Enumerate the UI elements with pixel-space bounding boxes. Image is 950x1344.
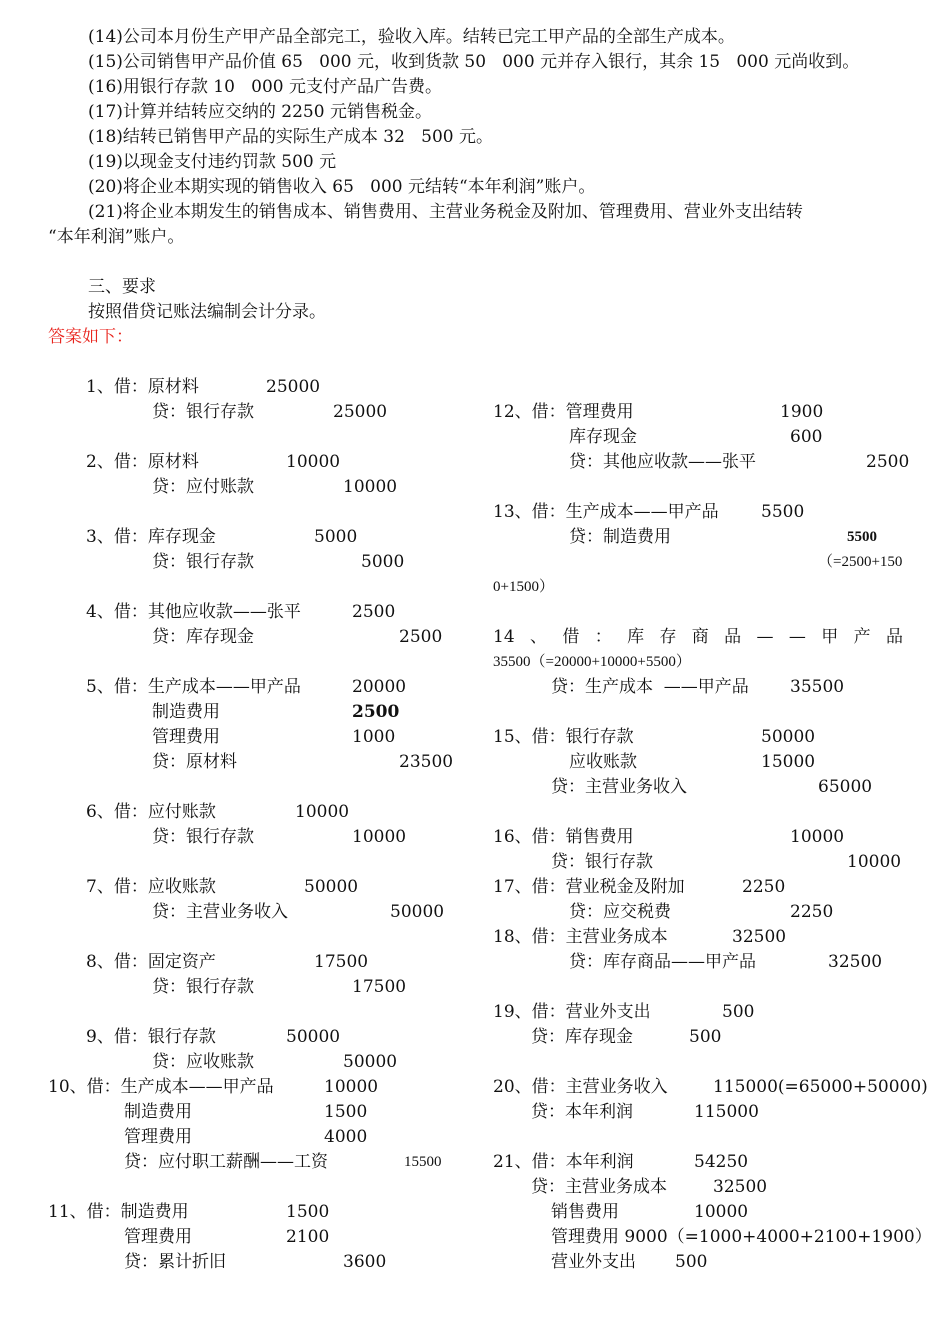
entry-13-credit-amount: 5500: [847, 529, 877, 545]
entry-12-credit-amount: 2500: [866, 452, 910, 472]
entry-20-debit-amount: 115000(=65000+50000): [713, 1077, 928, 1097]
entry-21-credit-2-amount: 10000: [694, 1202, 749, 1222]
entry-21-credit: 贷：主营业务成本: [531, 1177, 667, 1197]
entry-6-debit-amount: 10000: [295, 802, 350, 822]
entry-11-credit-amount: 3600: [343, 1252, 387, 1272]
entry-15-debit-2: 应收账款: [569, 752, 637, 772]
entry-21-credit-2: 销售费用: [551, 1202, 619, 1222]
entry-11-debit-amount: 1500: [286, 1202, 330, 1222]
entry-5-debit: 5、借：生产成本——甲产品: [86, 677, 301, 697]
requirement-heading: 三、要求: [88, 277, 156, 297]
entry-19-credit-amount: 500: [689, 1027, 722, 1047]
entry-1-debit: 1、借：原材料: [86, 377, 199, 397]
entry-10-credit-amount: 15500: [404, 1154, 442, 1170]
entry-4-credit-amount: 2500: [399, 627, 443, 647]
item-16: (16)用银行存款 10 000 元支付产品广告费。: [88, 77, 442, 97]
entry-6-debit: 6、借：应付账款: [86, 802, 216, 822]
entry-5-credit: 贷：原材料: [152, 752, 237, 772]
entry-2-credit: 贷：应付账款: [152, 477, 254, 497]
entry-7-debit-amount: 50000: [304, 877, 359, 897]
entry-8-debit-amount: 17500: [314, 952, 369, 972]
entry-17-credit: 贷：应交税费: [569, 902, 671, 922]
entry-5-debit-2: 制造费用: [152, 702, 220, 722]
entry-7-credit-amount: 50000: [390, 902, 445, 922]
entry-21-credit-3: 管理费用 9000（=1000+4000+2100+1900）: [551, 1227, 932, 1247]
entry-20-credit: 贷：本年利润: [531, 1102, 633, 1122]
entry-21-credit-4: 营业外支出: [551, 1252, 636, 1272]
entry-1-debit-amount: 25000: [266, 377, 321, 397]
entry-13-credit: 贷：制造费用: [569, 527, 671, 547]
entry-11-debit-2: 管理费用: [124, 1227, 192, 1247]
entry-10-debit-3: 管理费用: [124, 1127, 192, 1147]
entry-14-debit: 14 、 借 ： 库 存 商 品 — — 甲 产 品: [493, 627, 903, 647]
entry-5-debit-2-amount: 2500: [352, 702, 400, 722]
entry-13-note: （=2500+150: [818, 554, 903, 570]
entry-11-debit-2-amount: 2100: [286, 1227, 330, 1247]
entry-10-debit-2-amount: 1500: [324, 1102, 368, 1122]
entry-9-credit: 贷：应收账款: [152, 1052, 254, 1072]
entry-16-credit-amount: 10000: [847, 852, 902, 872]
entry-4-debit: 4、借：其他应收款——张平: [86, 602, 301, 622]
entry-17-credit-amount: 2250: [790, 902, 834, 922]
entry-8-credit: 贷：银行存款: [152, 977, 254, 997]
entry-3-debit: 3、借：库存现金: [86, 527, 216, 547]
entry-5-debit-amount: 20000: [352, 677, 407, 697]
entry-1-credit: 贷：银行存款: [152, 402, 254, 422]
entry-15-credit: 贷：主营业务收入: [551, 777, 687, 797]
entry-9-debit: 9、借：银行存款: [86, 1027, 216, 1047]
item-21: (21)将企业本期发生的销售成本、销售费用、主营业务税金及附加、管理费用、营业外支出结转: [88, 202, 803, 222]
entry-6-credit: 贷：银行存款: [152, 827, 254, 847]
entry-20-credit-amount: 115000: [694, 1102, 759, 1122]
entry-15-debit-amount: 50000: [761, 727, 816, 747]
entry-11-credit: 贷：累计折旧: [124, 1252, 226, 1272]
answer-label: 答案如下：: [48, 327, 133, 347]
entry-9-credit-amount: 50000: [343, 1052, 398, 1072]
entry-19-debit: 19、借：营业外支出: [493, 1002, 651, 1022]
entry-14-credit-amount: 35500: [790, 677, 845, 697]
entry-18-credit: 贷：库存商品——甲产品: [569, 952, 756, 972]
entry-12-debit-amount: 1900: [780, 402, 824, 422]
entry-5-debit-3: 管理费用: [152, 727, 220, 747]
entry-10-debit: 10、借：生产成本——甲产品: [48, 1077, 274, 1097]
entry-3-credit-amount: 5000: [361, 552, 405, 572]
entry-17-debit-amount: 2250: [742, 877, 786, 897]
entry-10-debit-amount: 10000: [324, 1077, 379, 1097]
entry-3-credit: 贷：银行存款: [152, 552, 254, 572]
entry-15-debit: 15、借：银行存款: [493, 727, 634, 747]
entry-7-debit: 7、借：应收账款: [86, 877, 216, 897]
entry-5-credit-amount: 23500: [399, 752, 454, 772]
entry-13-debit-amount: 5500: [761, 502, 805, 522]
entry-15-debit-2-amount: 15000: [761, 752, 816, 772]
item-14: (14)公司本月份生产甲产品全部完工，验收入库。结转已完工甲产品的全部生产成本。: [88, 27, 735, 47]
entry-2-credit-amount: 10000: [343, 477, 398, 497]
entry-4-credit: 贷：库存现金: [152, 627, 254, 647]
entry-2-debit: 2、借：原材料: [86, 452, 199, 472]
entry-2-debit-amount: 10000: [286, 452, 341, 472]
entry-18-credit-amount: 32500: [828, 952, 883, 972]
entry-4-debit-amount: 2500: [352, 602, 396, 622]
entry-20-debit: 20、借：主营业务收入: [493, 1077, 668, 1097]
entry-14-debit-amount: 35500（=20000+10000+5500）: [493, 654, 691, 670]
entry-15-credit-amount: 65000: [818, 777, 873, 797]
entry-12-debit: 12、借：管理费用: [493, 402, 634, 422]
item-21-cont: “本年利润”账户。: [48, 227, 185, 247]
entry-11-debit: 11、借：制造费用: [48, 1202, 189, 1222]
requirement-text: 按照借贷记账法编制会计分录。: [88, 302, 326, 322]
entry-19-debit-amount: 500: [722, 1002, 755, 1022]
entry-17-debit: 17、借：营业税金及附加: [493, 877, 685, 897]
entry-10-debit-3-amount: 4000: [324, 1127, 368, 1147]
entry-21-credit-4-amount: 500: [675, 1252, 708, 1272]
item-18: (18)结转已销售甲产品的实际生产成本 32 500 元。: [88, 127, 493, 147]
entry-12-debit-2-amount: 600: [790, 427, 823, 447]
item-17: (17)计算并结转应交纳的 2250 元销售税金。: [88, 102, 432, 122]
entry-3-debit-amount: 5000: [314, 527, 358, 547]
entry-13-note-cont: 0+1500）: [493, 579, 554, 595]
item-15: (15)公司销售甲产品价值 65 000 元，收到货款 50 000 元并存入银行，其余 15 000 元尚收到。: [88, 52, 860, 72]
item-20: (20)将企业本期实现的销售收入 65 000 元结转“本年利润”账户。: [88, 177, 596, 197]
entry-1-credit-amount: 25000: [333, 402, 388, 422]
entry-16-credit: 贷：银行存款: [551, 852, 653, 872]
entry-16-debit: 16、借：销售费用: [493, 827, 634, 847]
entry-8-credit-amount: 17500: [352, 977, 407, 997]
entry-21-credit-amount: 32500: [713, 1177, 768, 1197]
entry-19-credit: 贷：库存现金: [531, 1027, 633, 1047]
entry-18-debit: 18、借：主营业务成本: [493, 927, 668, 947]
entry-12-credit: 贷：其他应收款——张平: [569, 452, 756, 472]
entry-6-credit-amount: 10000: [352, 827, 407, 847]
item-19: (19)以现金支付违约罚款 500 元: [88, 152, 337, 172]
entry-21-debit-amount: 54250: [694, 1152, 749, 1172]
entry-13-debit: 13、借：生产成本——甲产品: [493, 502, 719, 522]
entry-10-credit: 贷：应付职工薪酬——工资: [124, 1152, 328, 1172]
entry-5-debit-3-amount: 1000: [352, 727, 396, 747]
entry-9-debit-amount: 50000: [286, 1027, 341, 1047]
entry-14-credit: 贷：生产成本 ——甲产品: [551, 677, 749, 697]
entry-21-debit: 21、借：本年利润: [493, 1152, 634, 1172]
entry-16-debit-amount: 10000: [790, 827, 845, 847]
entry-7-credit: 贷：主营业务收入: [152, 902, 288, 922]
entry-10-debit-2: 制造费用: [124, 1102, 192, 1122]
entry-18-debit-amount: 32500: [732, 927, 787, 947]
entry-12-debit-2: 库存现金: [569, 427, 637, 447]
entry-8-debit: 8、借：固定资产: [86, 952, 216, 972]
